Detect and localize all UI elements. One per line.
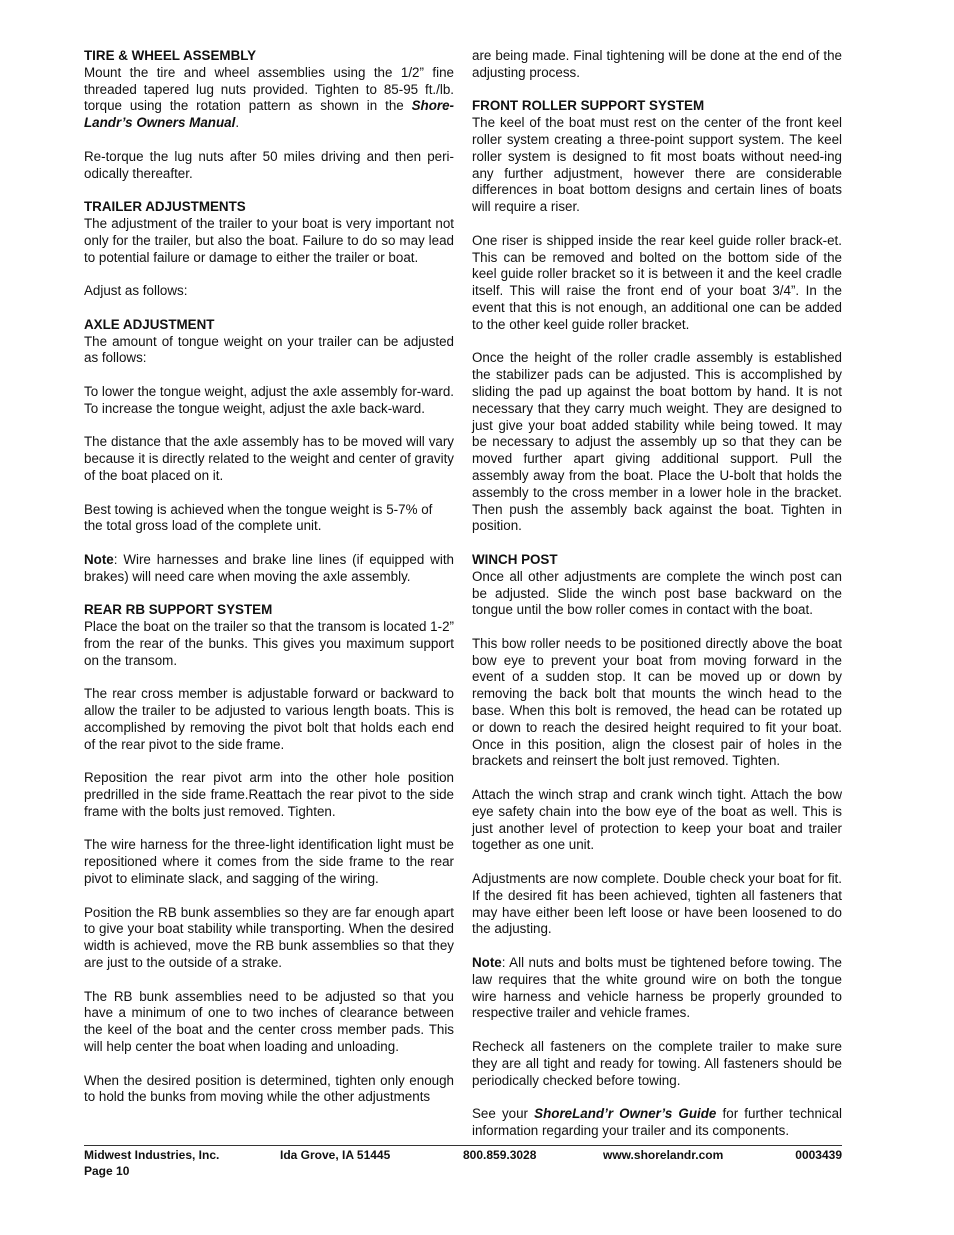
rear-paragraph-7: When the desired position is determined, tighten only enough to hold the bunks from moving while the other adjustments xyxy=(84,1072,454,1105)
guide-text-a: See your xyxy=(472,1106,535,1122)
winch-paragraph-4: Adjustments are now complete. Double check your boat for fit. If the desired fit has been achieved, tighten all fasteners that may have either been left loose or have been loosened to do the adjusting. xyxy=(472,871,842,937)
tire-p1-end: . xyxy=(235,115,240,131)
footer-company: Midwest Industries, Inc. xyxy=(84,1148,220,1162)
winch-paragraph-2: This bow roller needs to be positioned directly above the boat bow eye to prevent your boat from moving forward in the event of a sudden stop. It can be moved up or down by removing the back bolt that mounts the winch head to the base. When this bolt is removed, the head can be rotated up or down to reach the desired height required to fit your boat. Once in this position, align the closest pair of holes in the brackets and reinsert the bolt just removed. Tighten. xyxy=(472,635,842,769)
continued-paragraph: are being made. Final tightening will be done at the end of the adjusting process. xyxy=(472,48,842,80)
footer-website: www.shorelandr.com xyxy=(603,1148,724,1162)
left-column xyxy=(84,48,454,1106)
winch-paragraph-3: Attach the winch strap and crank winch tight. Attach the bow eye safety chain into the bow eye of the boat as well. This is just another level of protection to keep your boat and trailer together as one unit. xyxy=(472,787,842,853)
trailer-paragraph-2: Adjust as follows: xyxy=(84,283,188,299)
footer-divider xyxy=(84,1145,842,1146)
footer-phone: 800.859.3028 xyxy=(463,1148,537,1162)
front-paragraph-2: One riser is shipped inside the rear keel guide roller brack-et. This can be removed and bolted on the bottom side of the keel guide roller bracket so it is between it and the keel cradle itself. This will raise the front end of your boat 3/4”. In the event that this is not enough, an additional one can be added to the other keel guide roller bracket. xyxy=(472,232,842,332)
note-label: Note xyxy=(472,955,502,971)
axle-note xyxy=(84,552,454,586)
rear-paragraph-1: Place the boat on the trailer so that the transom is located 1-2” from the rear of the bunks. This gives you maximum support on the transom. xyxy=(84,619,454,668)
footer-doc-number: 0003439 xyxy=(795,1148,842,1162)
axle-note-text: : Wire harnesses and brake line lines (if equipped with brakes) will need care when moving the axle assembly. xyxy=(84,551,454,584)
trailer-adjustments-heading: TRAILER ADJUSTMENTS xyxy=(84,199,246,215)
rear-paragraph-4: The wire harness for the three-light identification light must be repositioned where it comes from the side frame to the rear pivot to eliminate slack, and sagging of the wiring. xyxy=(84,837,454,887)
rear-rb-support-heading: REAR RB SUPPORT SYSTEM xyxy=(84,602,273,618)
winch-paragraph-1: Once all other adjustments are complete the winch post can be adjusted. Slide the winch post base backward on the tongue until the bow roller comes in contact with the boat. xyxy=(472,568,842,618)
tire-wheel-heading: TIRE & WHEEL ASSEMBLY xyxy=(84,48,257,63)
winch-paragraph-5: Recheck all fasteners on the complete trailer to make sure they are all tight and ready for towing. All fasteners should be periodically checked before towing. xyxy=(472,1039,842,1088)
owners-guide-paragraph xyxy=(472,1106,842,1140)
axle-paragraph-3: The distance that the axle assembly has to be moved will vary because it is directly related to the weight and center of gravity of the boat placed on it. xyxy=(84,434,454,483)
rear-paragraph-2: The rear cross member is adjustable forward or backward to allow the trailer to be adjusted to various length boats. This is accomplished by removing the pivot bolt that holds each end of the rear pivot to the side frame. xyxy=(84,686,454,752)
rear-paragraph-6: The RB bunk assemblies need to be adjusted so that you have a minimum of one to two inches of clearance between the keel of the boat and the center cross member pads. This will help center the boat when loading and unloading. xyxy=(84,988,454,1055)
tire-paragraph-1 xyxy=(84,65,454,132)
front-paragraph-1: The keel of the boat must rest on the center of the front keel roller system creating a three-point support system. The keel roller system is designed to fit most boats without need-ing any further adjustment, however there are considerable differences in boat bottom designs and certain lines of boats will require a riser. xyxy=(472,115,842,215)
tire-paragraph-2: Re-torque the lug nuts after 50 miles driving and then peri-odically thereafter. xyxy=(84,148,454,181)
page-number: Page 10 xyxy=(84,1164,130,1178)
guide-text-c: for further technical information regarding your trailer and its components. xyxy=(472,1106,842,1138)
winch-note xyxy=(472,955,842,1022)
tire-p1-text: Mount the tire and wheel assemblies using the 1/2” fine threaded tapered lug nuts provided. Tighten to 85-95 ft./lb. torque using the rotation pattern as shown in the xyxy=(84,64,454,114)
right-column xyxy=(472,48,842,1140)
rear-paragraph-5: Position the RB bunk assemblies so they are far enough apart to give your boat stability while transporting. When the desired width is achieved, move the RB bunk assemblies so that they are just to the outside of a strake. xyxy=(84,904,454,971)
rear-paragraph-3: Reposition the rear pivot arm into the other hole position predrilled in the side frame.Reattach the rear pivot to the side frame with the bolts just removed. Tighten. xyxy=(84,770,454,819)
trailer-paragraph-1: The adjustment of the trailer to your boat is very important not only for the trailer, but also the boat. Failure to do so may lead to potential failure or damage to either the trailer or boat. xyxy=(84,215,454,265)
axle-paragraph-2: To lower the tongue weight, adjust the axle assembly for-ward. To increase the tongue weight, adjust the axle back-ward. xyxy=(84,383,454,416)
footer-city: Ida Grove, IA 51445 xyxy=(280,1148,391,1162)
front-roller-heading: FRONT ROLLER SUPPORT SYSTEM xyxy=(472,98,705,114)
front-paragraph-3: Once the height of the roller cradle assembly is established the stabilizer pads can be adjusted. This is accomplished by sliding the pad up against the boat bottom by hand. It is not necessary that they carry much weight. They are designed to just give your boat added stability while being towed. It may be necessary to adjust the assembly up so that they can be moved further apart giving additional support. Pull the assembly away from the boat. Place the U-bolt that holds the assembly to the cross member in a lower hole in the bracket. Then push the assembly back against the boat. Tighten in position. xyxy=(472,350,842,534)
axle-paragraph-1: The amount of tongue weight on your trailer can be adjusted as follows: xyxy=(84,333,454,366)
axle-paragraph-4: Best towing is achieved when the tongue weight is 5-7% of the total gross load of the complete unit. xyxy=(84,501,433,534)
note-label: Note xyxy=(84,551,114,567)
axle-adjustment-heading: AXLE ADJUSTMENT xyxy=(84,316,215,332)
winch-post-heading: WINCH POST xyxy=(472,551,558,567)
winch-note-text: : All nuts and bolts must be tightened before towing. The law requires that the white ground wire on both the tongue wire harness and vehicle harness be properly grounded to respective trailer and vehicle frames. xyxy=(472,955,842,1021)
owners-manual-reference: Shore-Landr’s Owners Manual xyxy=(84,98,454,131)
owners-guide-reference: ShoreLand’r Owner’s Guide xyxy=(534,1106,717,1122)
